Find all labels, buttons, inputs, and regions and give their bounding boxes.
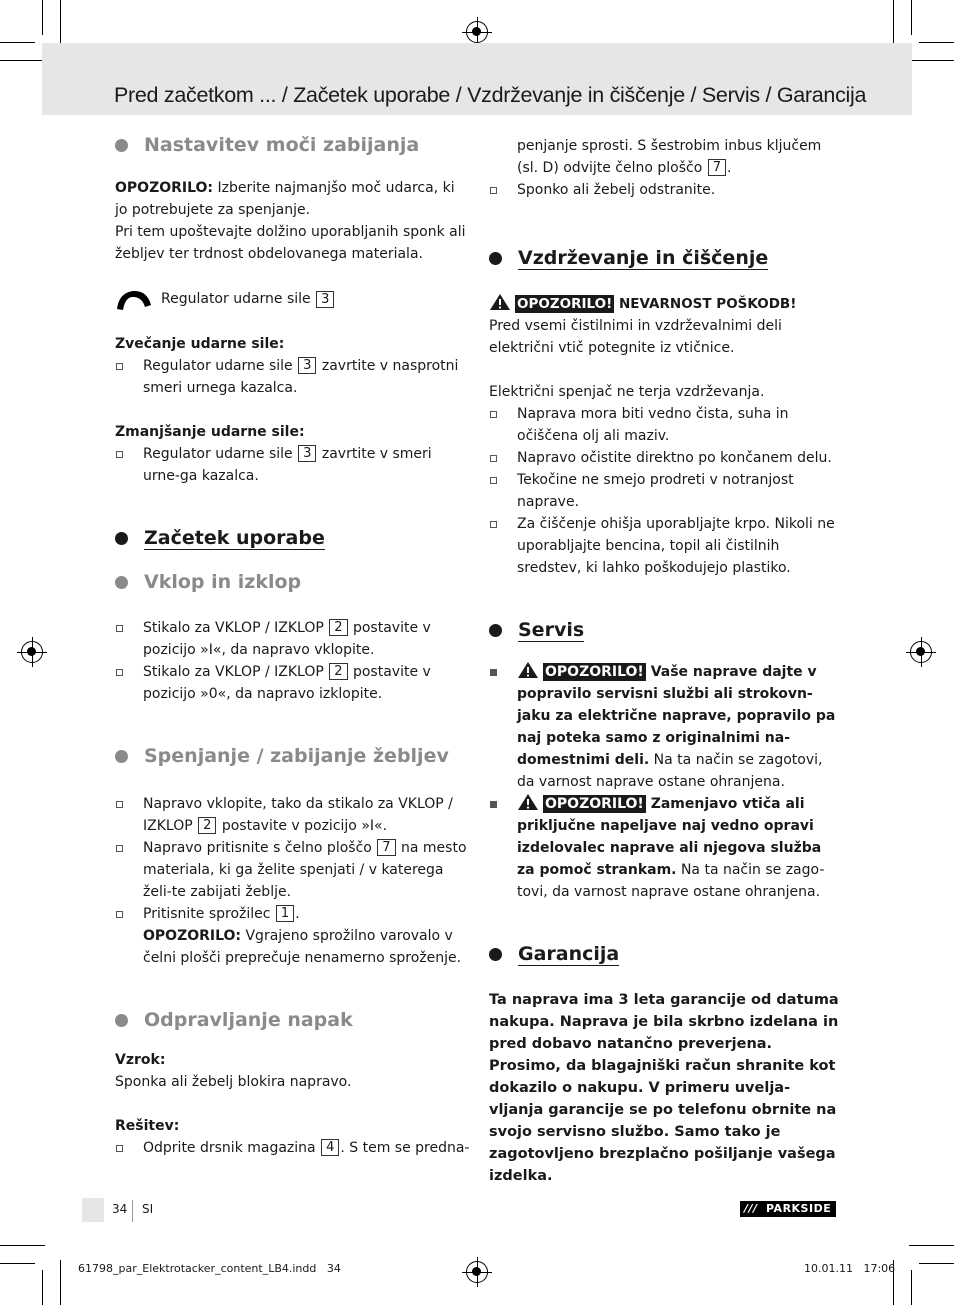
crop-mark [911, 1270, 912, 1305]
crop-mark [0, 60, 45, 61]
crop-mark [42, 1270, 43, 1305]
crop-mark [60, 1260, 61, 1305]
file-name: 61798_par_Elektrotacker_content_LB4.indd 34 [78, 1262, 341, 1275]
page-title: Pred začetkom ... / Začetek uporabe / Vzdrževanje in čiščenje / Servis / Garancija [114, 83, 867, 107]
warning-paragraph: OPOZORILO: Izberite najmanjšo moč udarca, ki jo potrebujete za spenjanje. [115, 180, 455, 218]
list-item: Pritisnite sprožilec 1 . OPOZORILO: Vgrajeno sprožilno varovalo v čelni plošči preprečuje nenamerno sproženje. [115, 903, 467, 969]
crop-mark [893, 0, 894, 45]
list-item: Tekočine ne smejo prodreti v notranjost naprave. [489, 469, 841, 513]
list-item: Sponko ali žebelj odstranite. [489, 179, 841, 201]
page-number-box [82, 1198, 104, 1222]
warning-triangle-icon [489, 293, 511, 311]
crop-mark [919, 42, 954, 43]
list-item: Napravo vklopite, tako da stikalo za VKLOP / IZKLOP 2 postavite v pozicijo »I«. [115, 793, 467, 837]
impact-regulator-icon [115, 287, 153, 311]
section-heading-impact-setting: Nastavitev moči zabijanja [115, 130, 467, 160]
crop-mark [60, 0, 61, 45]
list-item-warning: OPOZORILO! Vaše naprave dajte v popravilo servisni službi ali strokovn-jaku za električne naprave, popravilo pa naj poteka samo z originalnimi na-domestnimi deli. Na ta način se zagotovi, da varnost naprave ostane ohranjena. [489, 661, 841, 793]
paragraph: Pred vsemi čistilnimi in vzdrževalnimi deli električni vtič potegnite iz vtičnice. [489, 318, 782, 356]
section-heading-maintenance: Vzdrževanje in čiščenje [489, 243, 841, 273]
crop-mark [909, 60, 954, 61]
impact-regulator-legend: Regulator udarne sile 3 [115, 287, 467, 311]
list-item-continued: penjanje sprosti. S šestrobim inbus ključem (sl. D) odvijte čelno ploščo 7 . [517, 138, 822, 176]
registration-mark-right [910, 641, 932, 663]
list-item: Za čiščenje ohišja uporabljajte krpo. Nikoli ne uporabljajte bencina, topil ali čistilnih sredstev, ki lahko poškodujejo plastiko. [489, 513, 841, 579]
list-item: Regulator udarne sile 3 zavrtite v nasprotni smeri urnega kazalca. [115, 355, 467, 399]
crop-mark [909, 1245, 954, 1246]
page-header [42, 43, 912, 115]
language-code: SI [142, 1202, 154, 1216]
list-item: Odprite drsnik magazina 4 . S tem se predna- [115, 1137, 467, 1159]
right-column [489, 135, 841, 1187]
warning-triangle-icon [517, 793, 539, 811]
section-heading-service: Servis [489, 615, 841, 645]
section-heading-warranty: Garancija [489, 939, 841, 969]
print-date: 10.01.11 17:06 [804, 1262, 896, 1275]
crop-mark [911, 0, 912, 35]
warranty-text: Ta naprava ima 3 leta garancije od datuma nakupa. Naprava je bila skrbno izdelana in pred dobavo natančno preverjena. Prosimo, da blagajniški račun shranite kot dokazilo o nakupu. V primeru uvelja-vljanja garancije se po telefonu obrnite na svojo servisno službo. Samo tako je zagotovljeno brezplačno pošiljanje vašega izdelka. [489, 992, 839, 1184]
subheading: Zvečanje udarne sile: [115, 336, 285, 352]
crop-mark [0, 42, 35, 43]
paragraph: Pri tem upoštevajte dolžino uporabljanih sponk ali žebljev ter trdnost obdelovanega materiala. [115, 224, 466, 262]
list-item: Stikalo za VKLOP / IZKLOP 2 postavite v pozicijo »I«, da napravo vklopite. [115, 617, 467, 661]
crop-mark [919, 1263, 954, 1264]
paragraph: Električni spenjač ne terja vzdrževanja. [489, 384, 765, 400]
subheading: Vzrok: [115, 1052, 166, 1068]
paragraph: Sponka ali žebelj blokira napravo. [115, 1074, 352, 1090]
warning-heading: OPOZORILO! NEVARNOST POŠKODB! [489, 293, 841, 315]
subheading: Rešitev: [115, 1118, 180, 1134]
list-item: Napravo očistite direktno po končanem delu. [489, 447, 841, 469]
warning-triangle-icon [517, 661, 539, 679]
registration-mark-bottom [466, 1261, 488, 1283]
list-item: Regulator udarne sile 3 zavrtite v smeri urne-ga kazalca. [115, 443, 467, 487]
subheading: Zmanjšanje udarne sile: [115, 424, 305, 440]
left-column [115, 130, 470, 1159]
section-heading-on-off: Vklop in izklop [115, 567, 467, 597]
crop-mark [0, 1263, 35, 1264]
list-item: Stikalo za VKLOP / IZKLOP 2 postavite v pozicijo »0«, da napravo izklopite. [115, 661, 467, 705]
list-item-warning: OPOZORILO! Zamenjavo vtiča ali priključne napeljave naj vedno opravi izdelovalec naprave ali njegova služba za pomoč strankam. Na ta način se zago-tovi, da varnost naprave ostane ohranjena. [489, 793, 841, 903]
section-heading-troubleshooting: Odpravljanje napak [115, 1005, 467, 1035]
page-number: 34 [112, 1202, 128, 1216]
divider [132, 1200, 133, 1222]
section-heading-stapling: Spenjanje / zabijanje žebljev [115, 741, 467, 771]
list-item: Naprava mora biti vedno čista, suha in očiščena olj ali maziv. [489, 403, 841, 447]
parkside-logo: /// PARKSIDE [740, 1201, 836, 1217]
crop-mark [42, 0, 43, 35]
list-item: Napravo pritisnite s čelno ploščo 7 na mesto materiala, ki ga želite spenjati / v katerega želi-te zabijati žeblje. [115, 837, 467, 903]
registration-mark-top [466, 21, 488, 43]
registration-mark-left [21, 641, 43, 663]
crop-mark [0, 1245, 45, 1246]
section-heading-start: Začetek uporabe [115, 523, 467, 553]
